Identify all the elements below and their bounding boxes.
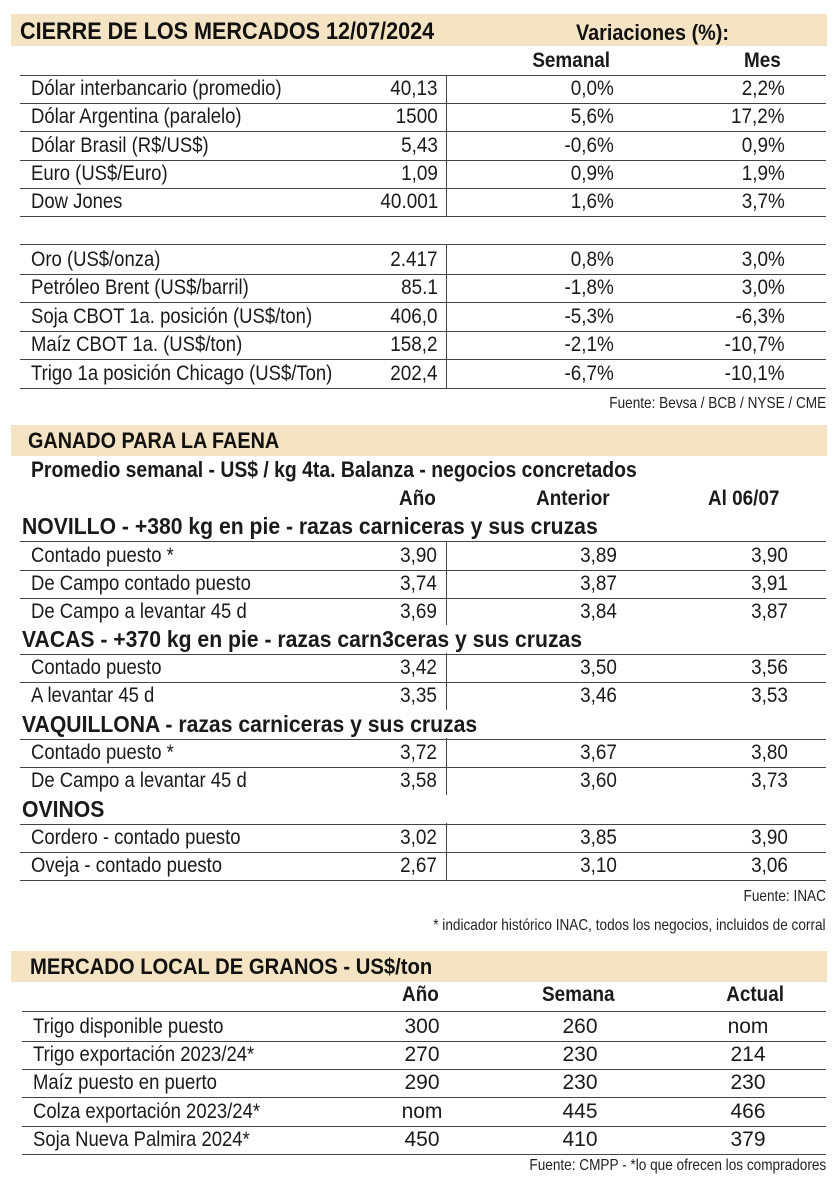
granos-title: MERCADO LOCAL DE GRANOS - US$/ton: [30, 954, 433, 979]
ganado-col-al: Al 06/07: [707, 487, 780, 510]
row-divider: [20, 359, 826, 360]
row-label: Dólar Argentina (paralelo): [31, 105, 242, 128]
row-al: 3,80: [751, 741, 788, 764]
row-label: Contado puesto: [31, 656, 162, 679]
row-mes: 3,0%: [741, 276, 785, 299]
mercados-divider: [446, 245, 447, 388]
row-anterior: 3,10: [580, 854, 617, 877]
row-value: 85.1: [401, 276, 438, 299]
row-value: 202,4: [390, 362, 438, 385]
row-semanal: 0,9%: [570, 162, 614, 185]
category-header: [22, 710, 477, 738]
row-semana: 445: [562, 1100, 598, 1123]
category-header: [22, 512, 598, 540]
row-actual: 466: [730, 1100, 766, 1123]
row-mes: 17,2%: [731, 105, 785, 128]
row-actual: 214: [730, 1043, 766, 1066]
row-label: Soja CBOT 1a. posición (US$/ton): [31, 305, 313, 328]
row-label: Contado puesto *: [31, 741, 174, 764]
row-label: Dow Jones: [31, 190, 123, 213]
row-ano: 290: [404, 1071, 440, 1094]
row-divider: [20, 302, 826, 303]
category-header: [22, 625, 582, 653]
category-desc: - +380 kg en pie - razas carniceras y sus cruzas: [116, 513, 598, 539]
row-divider: [20, 388, 826, 389]
row-semanal: -2,1%: [564, 333, 614, 356]
row-ano: 450: [404, 1128, 440, 1151]
row-semanal: 1,6%: [570, 190, 614, 213]
mercados-divider: [446, 76, 447, 216]
category-rule: [20, 541, 826, 542]
ganado-source: Fuente: INAC: [743, 888, 826, 905]
ganado-subtitle: Promedio semanal - US$ / kg 4ta. Balanza - negocios concretados: [31, 457, 637, 482]
row-anterior: 3,84: [580, 600, 617, 623]
row-anterior: 3,87: [580, 572, 617, 595]
row-ano: 3,42: [400, 656, 437, 679]
category-name: OVINOS: [22, 796, 105, 822]
row-label: Maíz CBOT 1a. (US$/ton): [31, 333, 243, 356]
row-value: 158,2: [390, 333, 438, 356]
row-label: Petróleo Brent (US$/barril): [31, 276, 249, 299]
row-semana: 230: [562, 1071, 598, 1094]
ganado-note: * indicador histórico INAC, todos los negocios, incluidos de corral: [433, 917, 826, 934]
row-ano: 3,58: [400, 769, 437, 792]
row-label: Oveja - contado puesto: [31, 854, 223, 877]
row-anterior: 3,85: [580, 826, 617, 849]
row-label: Trigo exportación 2023/24*: [33, 1043, 255, 1066]
row-semanal: 0,0%: [570, 77, 614, 100]
granos-col-ano: Año: [402, 983, 439, 1006]
row-semanal: -6,7%: [564, 362, 614, 385]
ganado-title: GANADO PARA LA FAENA: [28, 428, 280, 453]
row-actual: nom: [727, 1015, 769, 1038]
row-ano: 3,72: [400, 741, 437, 764]
row-value: 2.417: [390, 248, 438, 271]
row-value: 40.001: [380, 190, 438, 213]
row-value: 406,0: [390, 305, 438, 328]
row-value: 1,09: [401, 162, 438, 185]
row-al: 3,90: [751, 544, 788, 567]
row-label: De Campo a levantar 45 d: [31, 600, 247, 623]
row-label: Euro (US$/Euro): [31, 162, 168, 185]
row-anterior: 3,67: [580, 741, 617, 764]
row-semana: 410: [562, 1128, 598, 1151]
row-ano: nom: [401, 1100, 443, 1123]
category-desc: - razas carniceras y sus cruzas: [159, 711, 478, 737]
row-value: 40,13: [390, 77, 438, 100]
row-ano: 3,35: [400, 684, 437, 707]
row-label: De Campo a levantar 45 d: [31, 769, 247, 792]
row-label: Trigo 1a posición Chicago (US$/Ton): [31, 362, 333, 385]
row-anterior: 3,89: [580, 544, 617, 567]
variaciones-label: Variaciones (%):: [576, 20, 729, 45]
row-al: 3,91: [751, 572, 788, 595]
granos-col-actual: Actual: [726, 983, 784, 1006]
category-header: [22, 795, 104, 823]
row-mes: 1,9%: [741, 162, 785, 185]
row-semanal: 0,8%: [570, 248, 614, 271]
row-divider: [22, 1097, 826, 1098]
row-divider: [22, 1154, 826, 1155]
row-anterior: 3,46: [580, 684, 617, 707]
row-ano: 2,67: [400, 854, 437, 877]
granos-rule: [22, 1011, 826, 1012]
row-semanal: 5,6%: [570, 105, 614, 128]
row-al: 3,90: [751, 826, 788, 849]
row-mes: 2,2%: [741, 77, 785, 100]
row-ano: 300: [404, 1015, 440, 1038]
ganado-col-ano: Año: [399, 487, 436, 510]
row-anterior: 3,60: [580, 769, 617, 792]
row-ano: 3,02: [400, 826, 437, 849]
row-label: De Campo contado puesto: [31, 572, 251, 595]
row-mes: -10,1%: [725, 362, 785, 385]
row-mes: -6,3%: [735, 305, 785, 328]
row-label: Soja Nueva Palmira 2024*: [33, 1128, 250, 1151]
row-mes: 3,7%: [741, 190, 785, 213]
category-desc: - +370 kg en pie - razas carn3ceras y sus cruzas: [94, 626, 583, 652]
category-name: VAQUILLONA: [22, 711, 160, 737]
row-semanal: -1,8%: [564, 276, 614, 299]
row-divider: [20, 216, 826, 217]
row-value: 1500: [395, 105, 438, 128]
granos-source: Fuente: CMPP - *lo que ofrecen los compradores: [529, 1157, 826, 1174]
row-label: A levantar 45 d: [31, 684, 155, 707]
mercados-source: Fuente: Bevsa / BCB / NYSE / CME: [609, 395, 826, 412]
ganado-divider: [446, 541, 447, 625]
row-al: 3,56: [751, 656, 788, 679]
row-ano: 3,74: [400, 572, 437, 595]
row-mes: 0,9%: [741, 134, 785, 157]
row-semana: 260: [562, 1015, 598, 1038]
row-mes: 3,0%: [741, 248, 785, 271]
row-actual: 379: [730, 1128, 766, 1151]
row-mes: -10,7%: [725, 333, 785, 356]
row-anterior: 3,50: [580, 656, 617, 679]
category-name: NOVILLO: [22, 513, 117, 539]
row-semanal: -5,3%: [564, 305, 614, 328]
row-al: 3,53: [751, 684, 788, 707]
row-label: Cordero - contado puesto: [31, 826, 241, 849]
row-divider: [20, 131, 826, 132]
col-semanal: Semanal: [532, 49, 611, 72]
row-label: Dólar Brasil (R$/US$): [31, 134, 209, 157]
row-value: 5,43: [401, 134, 438, 157]
row-actual: 230: [730, 1071, 766, 1094]
row-label: Colza exportación 2023/24*: [33, 1100, 261, 1123]
row-semana: 230: [562, 1043, 598, 1066]
col-mes: Mes: [744, 49, 781, 72]
row-label: Maíz puesto en puerto: [33, 1071, 217, 1094]
row-ano: 3,90: [400, 544, 437, 567]
row-ano: 3,69: [400, 600, 437, 623]
row-al: 3,87: [751, 600, 788, 623]
granos-col-semana: Semana: [542, 983, 615, 1006]
row-semanal: -0,6%: [564, 134, 614, 157]
ganado-col-anterior: Anterior: [536, 487, 610, 510]
row-divider: [20, 880, 826, 881]
row-label: Oro (US$/onza): [31, 248, 161, 271]
row-al: 3,73: [751, 769, 788, 792]
mercados-title: CIERRE DE LOS MERCADOS 12/07/2024: [20, 18, 435, 45]
row-label: Trigo disponible puesto: [33, 1015, 224, 1038]
row-ano: 270: [404, 1043, 440, 1066]
row-al: 3,06: [751, 854, 788, 877]
row-label: Dólar interbancario (promedio): [31, 77, 282, 100]
category-name: VACAS: [22, 626, 95, 652]
mercados-rule: [20, 244, 826, 245]
row-label: Contado puesto *: [31, 544, 174, 567]
